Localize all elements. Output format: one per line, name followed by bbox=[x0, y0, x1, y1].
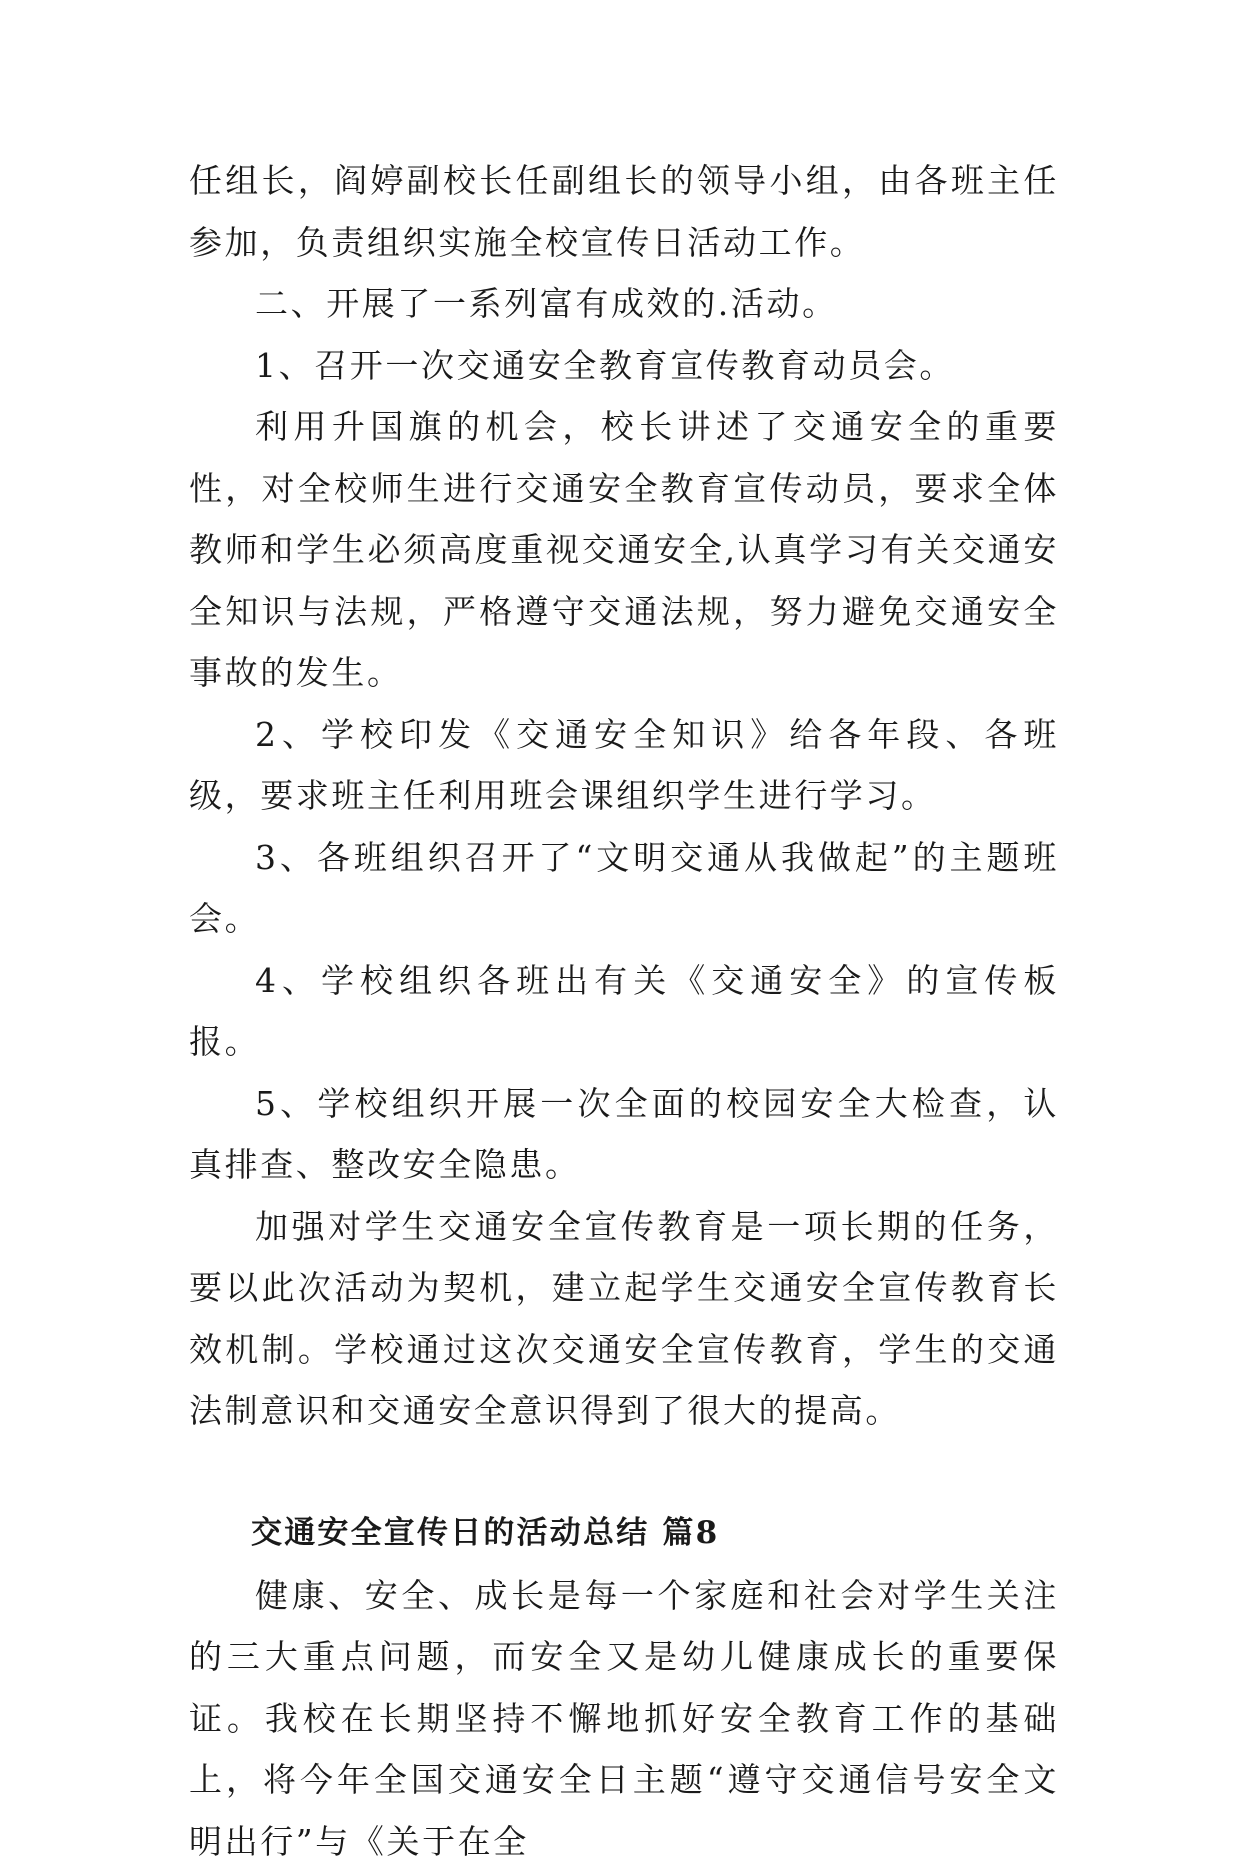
paragraph-item-1: 1、召开一次交通安全教育宣传教育动员会。 bbox=[189, 335, 1059, 397]
paragraph-section-two: 二、开展了一系列富有成效的.活动。 bbox=[189, 273, 1059, 335]
paragraph-item-1-detail: 利用升国旗的机会，校长讲述了交通安全的重要性，对全校师生进行交通安全教育宣传动员，要求全体教师和学生必须高度重视交通安全,认真学习有关交通安全知识与法规，严格遵守交通法规，努力避免交通安全事故的发生。 bbox=[189, 396, 1059, 704]
paragraph-item-2: 2、学校印发《交通安全知识》给各年段、各班级，要求班主任利用班会课组织学生进行学习。 bbox=[189, 704, 1059, 827]
paragraph-item-5: 5、学校组织开展一次全面的校园安全大检查，认真排查、整改安全隐患。 bbox=[189, 1073, 1059, 1196]
paragraph-item-3: 3、各班组织召开了“文明交通从我做起”的主题班会。 bbox=[189, 827, 1059, 950]
document-body bbox=[189, 150, 1059, 1872]
paragraph-continuation: 任组长，阎婷副校长任副组长的领导小组，由各班主任参加，负责组织实施全校宣传日活动工作。 bbox=[189, 150, 1059, 273]
paragraph-item-4: 4、学校组织各班出有关《交通安全》的宣传板报。 bbox=[189, 950, 1059, 1073]
section-heading: 交通安全宣传日的活动总结 篇8 bbox=[189, 1503, 1059, 1565]
paragraph-conclusion: 加强对学生交通安全宣传教育是一项长期的任务，要以此次活动为契机，建立起学生交通安全宣传教育长效机制。学校通过这次交通安全宣传教育，学生的交通法制意识和交通安全意识得到了很大的提高。 bbox=[189, 1196, 1059, 1442]
paragraph-section-8-intro: 健康、安全、成长是每一个家庭和社会对学生关注的三大重点问题，而安全又是幼儿健康成长的重要保证。我校在长期坚持不懈地抓好安全教育工作的基础上，将今年全国交通安全日主题“遵守交通信号安全文明出行”与《关于在全 bbox=[189, 1565, 1059, 1872]
